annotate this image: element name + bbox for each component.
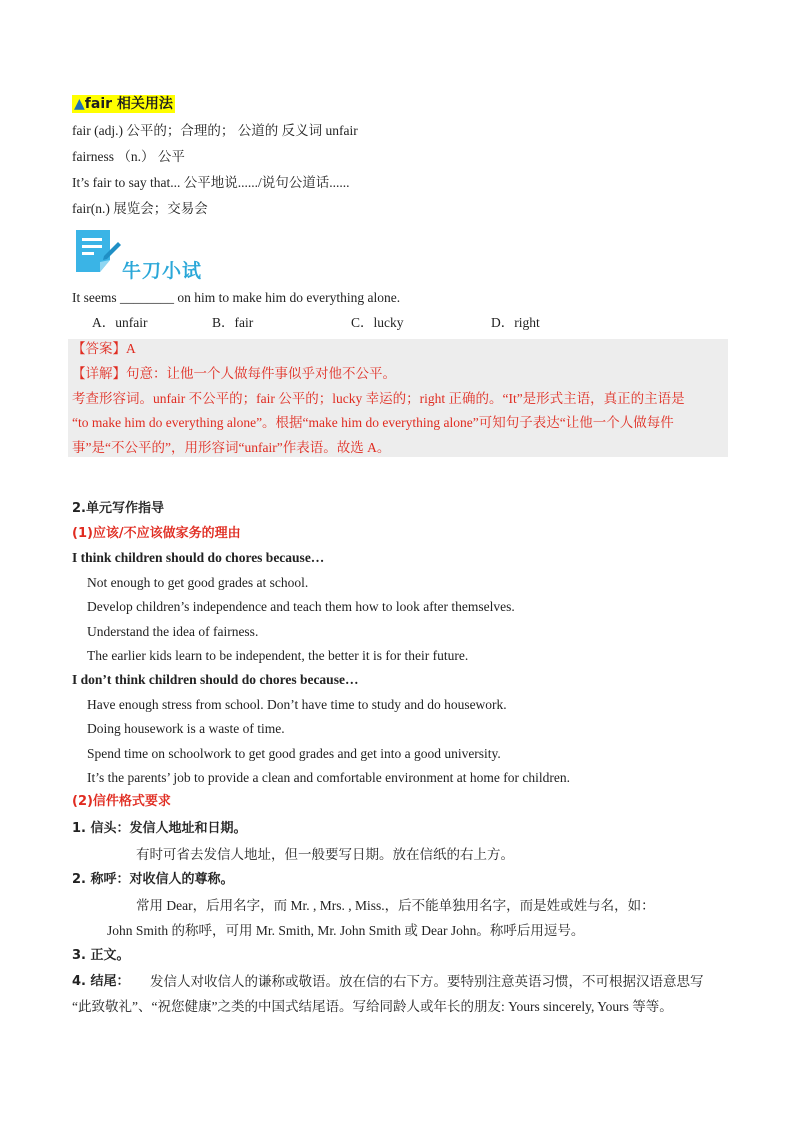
con-item: It’s the parents’ job to provide a clean and comfortable environment at home for children. <box>87 770 570 785</box>
triangle-marker-icon: ▲ <box>74 96 85 112</box>
fair-usage-line: fair(n.) 展览会；交易会 <box>72 201 208 216</box>
con-item: Doing housework is a waste of time. <box>87 721 285 736</box>
con-heading: I don’t think children should do chores because… <box>72 672 359 687</box>
pro-item: Understand the idea of fairness. <box>87 624 259 639</box>
pro-item: Develop children’s independence and teach them how to look after themselves. <box>87 599 515 614</box>
fair-usage-line: fairness （n.） 公平 <box>72 149 185 164</box>
part1-title: (1)应该/不应该做家务的理由 <box>72 526 241 541</box>
letter-item-label: 2. 称呼：对收信人的尊称。 <box>72 872 234 887</box>
pro-item: The earlier kids learn to be independent, the better it is for their future. <box>87 648 469 663</box>
practice-title: 牛刀小试 <box>122 260 203 282</box>
letter-item-text: 有时可省去发信人地址，但一般要写日期。放在信纸的右上方。 <box>136 847 514 862</box>
letter-item-label: 1. 信头：发信人地址和日期。 <box>72 821 247 836</box>
note-pencil-icon <box>74 226 122 276</box>
answer-detail-line: “to make him do everything alone”。根据“make him do everything alone”可知句子表达“让他一个人做每件 <box>72 415 674 430</box>
option-d: D．right <box>491 315 540 330</box>
con-item: Spend time on schoolwork to get good grades and get into a good university. <box>87 746 501 761</box>
letter-item-text: 发信人对收信人的谦称或敬语。放在信的右下方。要特别注意英语习惯，不可根据汉语意思写 <box>150 974 704 989</box>
answer-detail-line: 【详解】句意：让他一个人做每件事似乎对他不公平。 <box>72 366 396 381</box>
writing-section-title: 2.单元写作指导 <box>72 501 164 516</box>
fair-heading-text: fair 相关用法 <box>84 96 173 112</box>
letter-item-text: John Smith 的称呼，可用 Mr. Smith, Mr. John Smith 或 Dear John。称呼后用逗号。 <box>107 923 585 938</box>
option-b: B．fair <box>212 315 254 330</box>
letter-item-text: “此致敬礼”、“祝您健康”之类的中国式结尾语。写给同龄人或年长的朋友: Yours sincerely, Yours 等等。 <box>72 999 673 1014</box>
letter-item-label: 3. 正文。 <box>72 948 130 963</box>
fair-usage-line: It’s fair to say that... 公平地说....../说句公道话...... <box>72 175 350 190</box>
part2-title: (2)信件格式要求 <box>72 794 171 809</box>
answer-label: 【答案】A <box>72 341 136 356</box>
letter-item-label: 4. 结尾： <box>72 974 130 989</box>
fair-heading <box>72 95 175 113</box>
answer-detail-line: 考查形容词。unfair 不公平的；fair 公平的；lucky 幸运的；right 正确的。“It”是形式主语，真正的主语是 <box>72 391 685 406</box>
answer-detail-line: 事”是“不公平的”，用形容词“unfair”作表语。故选 A。 <box>72 440 391 455</box>
pro-item: Not enough to get good grades at school. <box>87 575 309 590</box>
option-c: C．lucky <box>351 315 404 330</box>
fair-usage-line: fair (adj.) 公平的；合理的； 公道的 反义词 unfair <box>72 123 358 138</box>
practice-question: It seems ________ on him to make him do everything alone. <box>72 290 401 305</box>
option-a: A．unfair <box>92 315 148 330</box>
con-item: Have enough stress from school. Don’t have time to study and do housework. <box>87 697 507 712</box>
letter-item-text: 常用 Dear，后用名字，而 Mr. , Mrs. , Miss.，后不能单独用名字，而是姓或姓与名，如： <box>136 898 655 913</box>
pro-heading: I think children should do chores because… <box>72 550 325 565</box>
